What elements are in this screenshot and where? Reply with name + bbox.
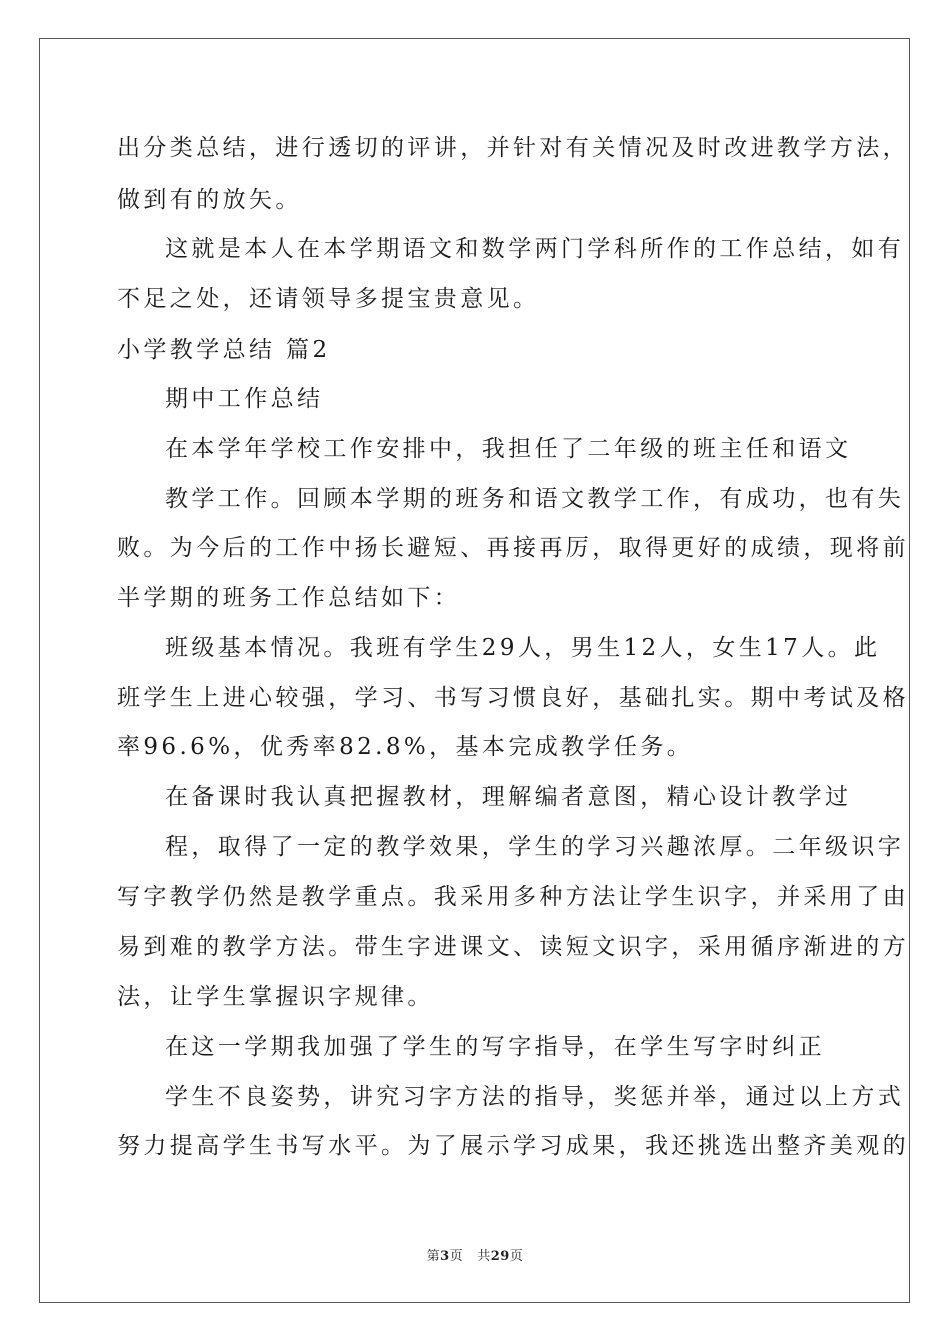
total-unit: 页: [509, 1249, 524, 1264]
total-pages: 29: [490, 1249, 510, 1264]
text-line: 在这一学期我加强了学生的写字指导，在学生写字时纠正: [165, 1034, 825, 1060]
text-line: 班学生上进心较强，学习、书写习惯良好，基础扎实。期中考试及格: [117, 685, 909, 711]
page-border: [39, 38, 910, 1303]
text-line: 半学期的班务工作总结如下：: [117, 585, 461, 611]
text-line: 在备课时我认真把握教材，理解编者意图，精心设计教学过: [165, 784, 852, 810]
subsection-title: 期中工作总结: [165, 386, 324, 412]
text-line: 易到难的教学方法。带生字进课文、读短文识字，采用循序渐进的方: [117, 934, 909, 960]
page-footer: [0, 1248, 950, 1266]
page-prefix: 第: [426, 1249, 441, 1264]
section-heading: 小学教学总结 篇2: [117, 337, 331, 363]
total-prefix: 共: [477, 1249, 491, 1264]
text-line: 班级基本情况。我班有学生29人，男生12人，女生17人。此: [165, 635, 881, 661]
text-line: 败。为今后的工作中扬长避短、再接再厉，取得更好的成绩，现将前: [117, 535, 909, 561]
text-line: 努力提高学生书写水平。为了展示学习成果，我还挑选出整齐美观的: [117, 1133, 909, 1159]
text-line: 不足之处，还请领导多提宝贵意见。: [117, 286, 540, 312]
text-line: 这就是本人在本学期语文和数学两门学科所作的工作总结，如有: [165, 236, 905, 262]
text-line: 法，让学生掌握识字规律。: [117, 984, 434, 1010]
text-line: 教学工作。回顾本学期的班务和语文教学工作，有成功，也有失: [165, 486, 905, 512]
text-line: 率96.6%，优秀率82.8%，基本完成教学任务。: [117, 734, 694, 760]
text-line: 写字教学仍然是教学重点。我采用多种方法让学生识字，并采用了由: [117, 884, 909, 910]
page-number: 3: [440, 1249, 450, 1264]
text-line: 程，取得了一定的教学效果，学生的学习兴趣浓厚。二年级识字: [165, 834, 905, 860]
text-line: 在本学年学校工作安排中，我担任了二年级的班主任和语文: [165, 436, 852, 462]
text-line: 学生不良姿势，讲究习字方法的指导，奖惩并举，通过以上方式: [165, 1084, 905, 1110]
page-unit: 页: [449, 1249, 464, 1264]
text-line: 做到有的放矢。: [117, 187, 302, 213]
text-line: 出分类总结，进行透切的评讲，并针对有关情况及时改进教学方法，: [117, 135, 909, 161]
